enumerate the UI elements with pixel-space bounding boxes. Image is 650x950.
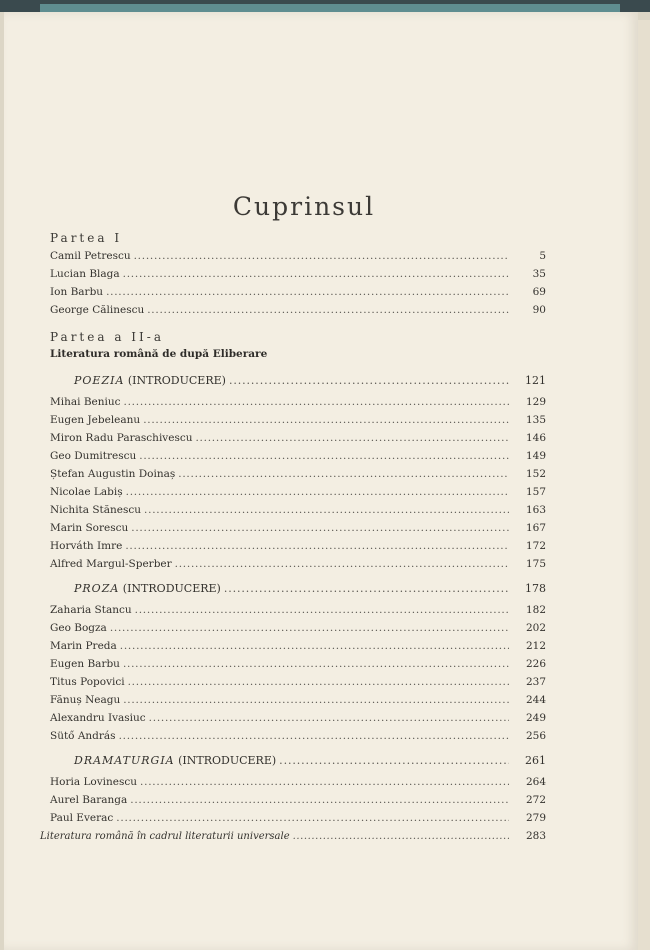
- toc-entry: Eugen Barbu . . . 226: [50, 658, 546, 674]
- toc-entry: Alexandru Ivasiuc . . . 249: [50, 712, 546, 728]
- toc-entry: Horia Lovinescu . . . 264: [50, 776, 546, 792]
- toc-genre-dramaturgia: DRAMATURGIA (INTRODUCERE) . . . 261: [74, 754, 546, 770]
- toc-entry: Nichita Stănescu . . . 163: [50, 504, 546, 520]
- toc-entry: Paul Everac . . . 279: [50, 812, 546, 828]
- toc-entry: Zaharia Stancu . . . 182: [50, 604, 546, 620]
- toc-entry-final: Literatura română în cadrul literaturii universale . . . 283: [40, 830, 546, 846]
- toc-entry: Aurel Baranga . . . 272: [50, 794, 546, 810]
- toc-entry: Alfred Margul-Sperber . . . 175: [50, 558, 546, 574]
- toc-entry: Mihai Beniuc . . . 129: [50, 396, 546, 412]
- toc-entry: Marin Sorescu . . . 167: [50, 522, 546, 538]
- toc-entry: Miron Radu Paraschivescu . . . 146: [50, 432, 546, 448]
- toc-entry: Eugen Jebeleanu . . . 135: [50, 414, 546, 430]
- part-2-subtitle: Literatura română de după Eliberare: [50, 348, 268, 360]
- toc-entry: Geo Dumitrescu . . . 149: [50, 450, 546, 466]
- toc-entry: Ion Barbu . . . 69: [50, 286, 546, 302]
- toc-entry: Fănuș Neagu . . . 244: [50, 694, 546, 710]
- toc-entry: Marin Preda . . . 212: [50, 640, 546, 656]
- part-1-label: Partea I: [50, 231, 123, 245]
- toc-genre-proza: PROZA (INTRODUCERE) . . . 178: [74, 582, 546, 598]
- part-2-label: Partea a II-a: [50, 330, 164, 344]
- page-edge: [636, 20, 650, 950]
- toc-entry: Horváth Imre . . . 172: [50, 540, 546, 556]
- toc-entry: Nicolae Labiș . . . 157: [50, 486, 546, 502]
- toc-entry: Titus Popovici . . . 237: [50, 676, 546, 692]
- toc-entry: Camil Petrescu . . . 5: [50, 250, 546, 266]
- page-title: Cuprinsul: [232, 192, 376, 221]
- toc-entry: Ștefan Augustin Doinaș . . . 152: [50, 468, 546, 484]
- book-cover-edge: [0, 0, 650, 12]
- toc-entry: George Călinescu . . . 90: [50, 304, 546, 320]
- toc-entry: Geo Bogza . . . 202: [50, 622, 546, 638]
- book-page: [4, 12, 638, 950]
- toc-entry: Lucian Blaga . . . 35: [50, 268, 546, 284]
- toc-entry: Sütő András . . . 256: [50, 730, 546, 746]
- toc-genre-poezia: POEZIA (INTRODUCERE) . . . 121: [74, 374, 546, 390]
